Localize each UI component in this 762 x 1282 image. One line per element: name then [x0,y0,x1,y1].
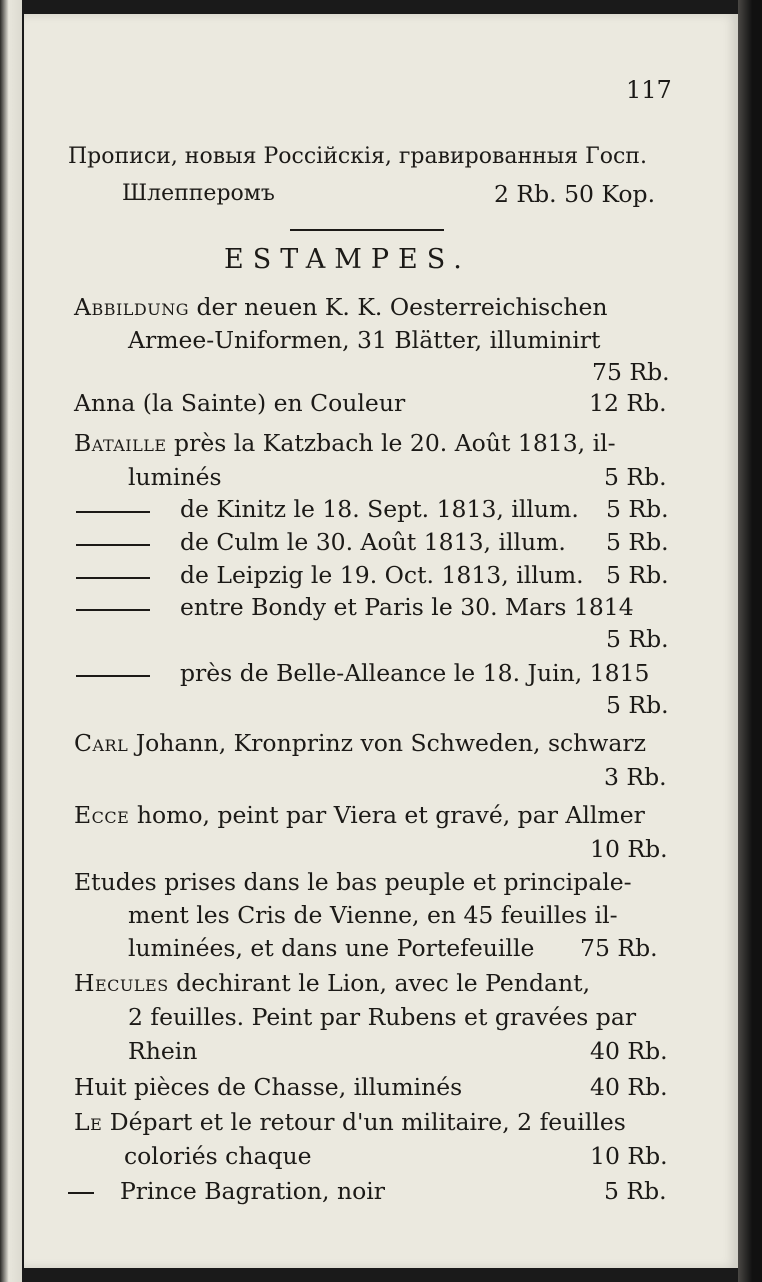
entry-prince-bagration-price: 5 Rb. [604,1177,667,1205]
ditto-dash [68,1192,94,1194]
entry-bataille-line-2: luminés [128,463,222,491]
entry-text: dechirant le Lion, avec le Pendant, [176,969,591,997]
entry-bondy-price: 5 Rb. [606,625,669,653]
entry-bondy: entre Bondy et Paris le 30. Mars 1814 [180,593,634,621]
entry-text: der neuen K. K. Oesterreichischen [196,293,608,321]
left-page-edge [0,0,22,1282]
entry-etudes-line-3: luminées, et dans une Portefeuille [128,934,535,962]
entry-text: Départ et le retour d'un militaire, 2 feuilles [109,1108,626,1136]
entry-carl-johann-price: 3 Rb. [604,763,667,791]
book-gutter [738,0,762,1282]
entry-lead-word: Abbildung [74,293,190,321]
entry-carl-johann [74,729,647,757]
entry-abbildung-line-2: Armee-Uniformen, 31 Blätter, illuminirt [128,326,601,354]
entry-huit-pieces-price: 40 Rb. [590,1073,668,1101]
entry-anna-price: 12 Rb. [589,389,667,417]
entry-culm: de Culm le 30. Août 1813, illum. [180,528,566,556]
entry-leipzig: de Leipzig le 19. Oct. 1813, illum. [180,561,584,589]
section-title: ESTAMPES. [224,244,471,275]
entry-hecules-line-3: Rhein [128,1037,198,1065]
entry-kinitz-price: 5 Rb. [606,495,669,523]
entry-leipzig-price: 5 Rb. [606,561,669,589]
entry-belle-alleance: près de Belle-Alleance le 18. Juin, 1815 [180,659,650,687]
entry-lead-word: Hecules [74,969,169,997]
ditto-dash [76,577,150,579]
entry-ecce-homo-price: 10 Rb. [590,835,668,863]
entry-culm-price: 5 Rb. [606,528,669,556]
entry-abbildung-price: 75 Rb. [592,358,670,386]
entry-anna: Anna (la Sainte) en Couleur [74,389,406,417]
entry-text: Johann, Kronprinz von Schweden, schwarz [135,729,647,757]
book-page [24,14,738,1268]
entry-abbildung [74,293,608,321]
entry-bataille-price: 5 Rb. [604,463,667,491]
entry-lead-word: Bataille [74,429,167,457]
entry-etudes-line-1: Etudes prises dans le bas peuple et principale- [74,868,632,896]
entry-prince-bagration: Prince Bagration, noir [120,1177,386,1205]
entry-huit-pieces: Huit pièces de Chasse, illuminés [74,1073,463,1101]
section-divider [290,229,444,231]
ditto-dash [76,675,150,677]
page-number: 117 [626,76,672,104]
entry-etudes-line-2: ment les Cris de Vienne, en 45 feuilles il- [128,901,618,929]
entry-le-depart-price: 10 Rb. [590,1142,668,1170]
entry-hecules [74,969,591,997]
entry-le-depart-line-2: coloriés chaque [124,1142,312,1170]
russian-line-1: Прописи, новыя Россійскія, гравированныя Госп. [68,144,647,169]
russian-line-2-name: Шлепперомъ [122,181,275,206]
entry-text: homo, peint par Viera et gravé, par Allmer [136,801,645,829]
entry-ecce-homo [74,801,645,829]
entry-bataille [74,429,616,457]
ditto-dash [76,609,150,611]
ditto-dash [76,544,150,546]
entry-lead-word: Ecce [74,801,130,829]
entry-hecules-line-2: 2 feuilles. Peint par Rubens et gravées par [128,1003,637,1031]
entry-le-depart [74,1108,626,1136]
entry-etudes-price: 75 Rb. [580,934,658,962]
entry-belle-alleance-price: 5 Rb. [606,691,669,719]
entry-kinitz: de Kinitz le 18. Sept. 1813, illum. [180,495,579,523]
russian-line-2-price: 2 Rb. 50 Kop. [494,180,656,208]
entry-hecules-price: 40 Rb. [590,1037,668,1065]
entry-lead-word: Le [74,1108,103,1136]
ditto-dash [76,511,150,513]
entry-lead-word: Carl [74,729,129,757]
entry-text: près la Katzbach le 20. Août 1813, il- [174,429,616,457]
